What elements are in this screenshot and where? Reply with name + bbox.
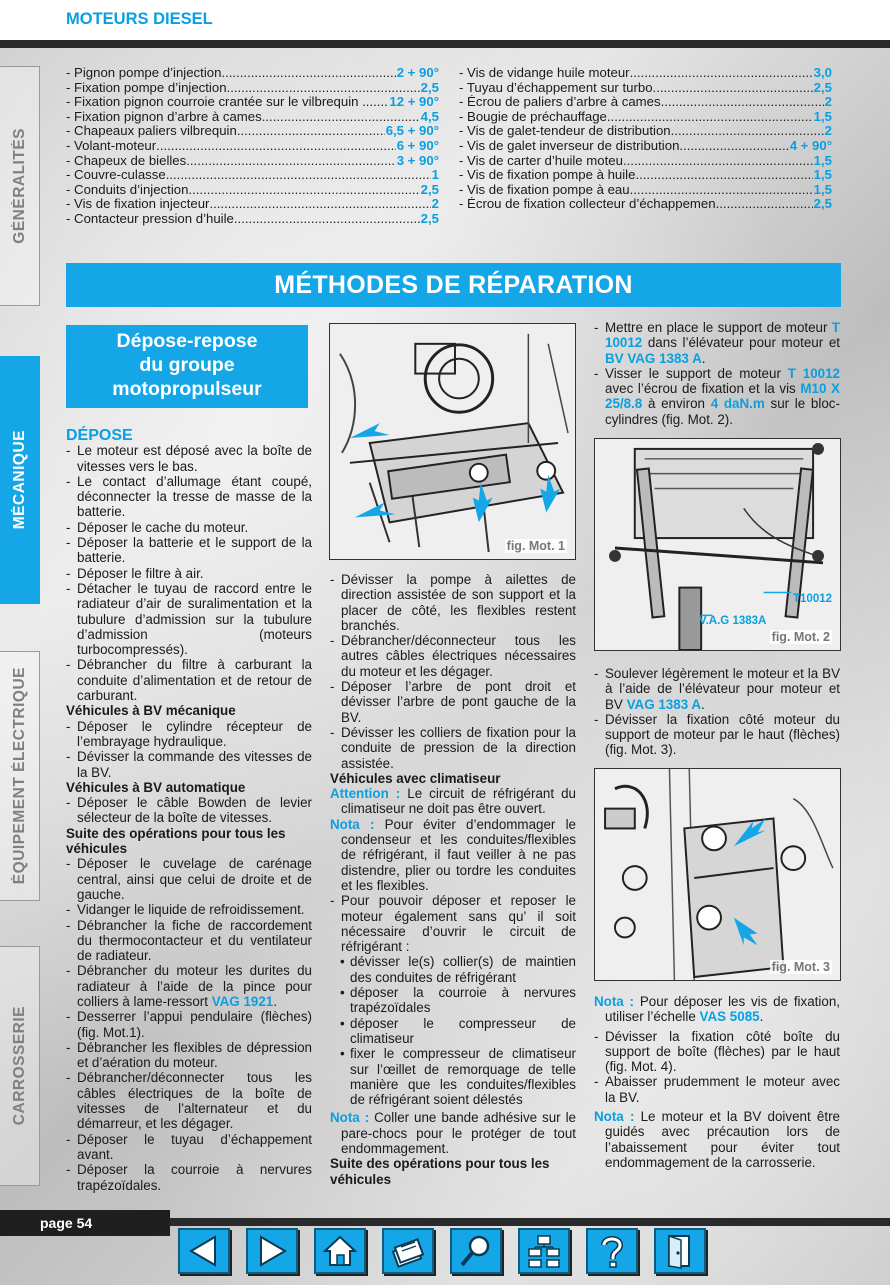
spec-label: - Bougie de préchauffage — [459, 109, 607, 124]
spec-value: 6,5 + 90° — [385, 124, 439, 139]
figure-caption: fig. Mot. 2 — [771, 630, 830, 644]
spec-row — [66, 81, 439, 96]
nav-documents-button[interactable] — [382, 1228, 434, 1274]
spec-value: 2 — [431, 197, 439, 212]
spec-row — [459, 183, 832, 198]
document-stack-icon — [389, 1233, 427, 1269]
help-question-icon — [593, 1233, 631, 1269]
figure-mot-2 — [594, 438, 841, 651]
note-lead: Nota : — [594, 994, 635, 1009]
section-title-line: motopropulseur — [112, 378, 262, 400]
spec-leader-dots — [661, 95, 824, 110]
torque-specs-left — [66, 66, 439, 227]
list-item: - Débrancher/déconnecteur tous les autres câbles électriques nécessaires du moteur et les dégager. — [330, 633, 576, 679]
side-tab-generalites[interactable] — [0, 66, 40, 306]
side-tab-mecanique[interactable] — [0, 356, 40, 604]
spec-leader-dots — [227, 81, 420, 96]
note-lead: Nota : — [330, 816, 375, 832]
list-item: - Déposer le câble Bowden de levier sélecteur de la boîte de vitesses. — [66, 795, 312, 826]
engine-mount-bolts-illustration — [595, 769, 840, 980]
bullet-item: • déposer le compresseur de climatiseur — [330, 1016, 576, 1047]
spec-label: - Conduits d’injection — [66, 182, 189, 197]
spec-row — [459, 81, 832, 96]
tool-reference: VAS 5085 — [699, 1009, 760, 1025]
list-item-text: dans l’élévateur pour moteur et — [647, 335, 840, 351]
list-item: - Déposer le cuvelage de carénage central, ainsi que celui de droite et de gauche. — [66, 856, 312, 902]
list-item: - Déposer la courroie à nervures trapézoïdales. — [66, 1162, 312, 1193]
figure-caption: fig. Mot. 1 — [506, 539, 565, 553]
list-item-text: Débrancher du moteur les durites du radiateur à l’aide de la pince pour colliers à lame-ressort — [77, 963, 312, 1009]
spec-leader-dots — [234, 212, 420, 227]
list-item-text: . — [701, 350, 706, 366]
list-item — [594, 366, 840, 427]
spec-leader-dots — [623, 154, 813, 169]
spec-row — [66, 66, 439, 81]
spec-leader-dots — [373, 95, 388, 110]
subheading: Véhicules à BV mécanique — [66, 703, 236, 719]
spec-label: - Vis de galet-tendeur de distribution — [459, 124, 671, 139]
nav-sitemap-button[interactable] — [518, 1228, 570, 1274]
list-item-text: . — [273, 993, 277, 1009]
side-tab-carrosserie[interactable] — [0, 946, 40, 1186]
spec-value: 12 + 90° — [389, 95, 439, 110]
spec-leader-dots — [630, 66, 813, 81]
nota-note — [330, 1110, 576, 1156]
note-text: Le moteur et la BV doivent être guidés avec précaution lors de l’abaissement pour éviter tout endommagement de la carrosserie. — [605, 1109, 840, 1170]
nav-help-button[interactable] — [586, 1228, 638, 1274]
spec-leader-dots — [607, 110, 813, 125]
list-item: - Dévisser la pompe à ailettes de direction assistée de son support et la placer de côté, les flexibles restent branchés. — [330, 572, 576, 633]
spec-label: - Volant-moteur — [66, 138, 157, 153]
subheading: Suite des opérations pour tous les véhicules — [66, 825, 286, 857]
list-item-text: avec l’écrou de fixation et la vis — [605, 381, 796, 397]
note-text: Pour éviter d’endommager le condenseur et les conduites/flexibles de réfrigérant, il faut veiller à ne pas distendre, plier ou tordre les conduites et les flexibles. — [341, 816, 576, 893]
list-item — [66, 963, 312, 1009]
spec-value: 4 + 90° — [789, 138, 832, 153]
spec-leader-dots — [262, 110, 420, 125]
spec-leader-dots — [716, 197, 813, 212]
attention-note — [330, 786, 576, 817]
side-tab-label: CARROSSERIE — [10, 1006, 28, 1126]
nota-note — [594, 994, 840, 1025]
list-item: - Débrancher du filtre à carburant la conduite d’alimentation et de retour de carburant. — [66, 657, 312, 703]
section-banner: MÉTHODES DE RÉPARATION — [66, 263, 841, 307]
spec-row — [66, 139, 439, 154]
list-item: - Déposer le cache du moteur. — [66, 520, 312, 535]
bullet-item: • déposer la courroie à nervures trapézoïdales — [330, 985, 576, 1016]
spec-leader-dots — [166, 168, 431, 183]
spec-leader-dots — [186, 154, 395, 169]
spec-row — [459, 124, 832, 139]
side-tab-label: ÉQUIPEMENT ÉLECTRIQUE — [10, 667, 28, 885]
spec-leader-dots — [679, 139, 788, 154]
subheading: Suite des opérations pour tous les véhicules — [330, 1156, 550, 1187]
torque-specs-right — [459, 66, 832, 212]
spec-value: 3,0 — [813, 66, 832, 80]
spec-label: - Fixation pignon courroie crantée sur le vilbrequin ... — [66, 95, 374, 110]
spec-value: 1,5 — [813, 109, 832, 124]
spec-leader-dots — [209, 197, 430, 212]
text-column-1 — [66, 428, 312, 1193]
note-lead: Nota : — [330, 1110, 370, 1126]
text-column-3-mid — [594, 666, 840, 758]
tool-reference: T 10012 — [605, 320, 840, 351]
spec-value: 2,5 — [420, 182, 439, 197]
home-icon — [321, 1233, 359, 1269]
list-item: - Le contact d’allumage étant coupé, déconnecter la tresse de masse de la batterie. — [66, 474, 312, 520]
list-item: - Dévisser la commande des vitesses de la BV. — [66, 749, 312, 780]
tool-reference: M10 X 25/8.8 — [605, 381, 840, 412]
spec-value: 2 + 90° — [396, 66, 439, 80]
spec-label: - Chapeaux paliers vilbrequin — [66, 124, 237, 139]
list-item: - Déposer le filtre à air. — [66, 566, 312, 581]
spec-label: - Écrou de fixation collecteur d’échappemen — [459, 197, 716, 212]
nota-note — [594, 1109, 840, 1170]
figure-mot-3 — [594, 768, 841, 981]
nota-note — [330, 817, 576, 893]
nav-search-button[interactable] — [450, 1228, 502, 1274]
spec-value: 2,5 — [420, 211, 439, 226]
section-title-line: Dépose-repose — [116, 330, 258, 352]
note-lead: Attention : — [330, 786, 401, 802]
list-item: - Le moteur est déposé avec la boîte de vitesses vers le bas. — [66, 443, 312, 474]
list-item: - Détacher le tuyau de raccord entre le radiateur d’air de suralimentation et la tubulure d’admission sur la tubulure d’admission (moteurs turbocompressés). — [66, 581, 312, 657]
text-column-3-top — [594, 320, 840, 427]
spec-value: 2 — [824, 95, 832, 110]
nav-exit-button[interactable] — [654, 1228, 706, 1274]
spec-label: - Vis de fixation injecteur — [66, 197, 210, 212]
subheading-depose: DÉPOSE — [66, 427, 133, 444]
spec-value: 1,5 — [813, 182, 832, 197]
tool-reference: BV VAG 1383 A — [605, 350, 702, 366]
bullet-item: • fixer le compresseur de climatiseur sur l’œillet de remorquage de telle manière que les conduites/flexibles de réfrigérant soient délestés — [330, 1046, 576, 1107]
spec-label: - Vis de fixation pompe à eau — [459, 182, 630, 197]
spec-label: - Couvre-culasse — [66, 168, 166, 183]
spec-label: - Pignon pompe d’injection — [66, 66, 222, 80]
bullet-item: • dévisser le(s) collier(s) de maintien des conduites de réfrigérant — [330, 954, 576, 985]
sitemap-icon — [525, 1233, 563, 1269]
list-item: - Débrancher la fiche de raccordement du thermocontacteur et du ventilateur de radiateur. — [66, 918, 312, 964]
spec-label: - Contacteur pression d’huile — [66, 211, 234, 226]
list-item — [594, 666, 840, 712]
spec-label: - Vis de carter d’huile moteu — [459, 153, 623, 168]
spec-value: 2,5 — [420, 80, 439, 95]
figure-callout: T10012 — [793, 593, 833, 605]
spec-leader-dots — [671, 124, 824, 139]
tool-reference: T 10012 — [787, 365, 840, 381]
spec-leader-dots — [653, 81, 813, 96]
spec-row — [66, 110, 439, 125]
list-item — [594, 320, 840, 366]
nav-home-button[interactable] — [314, 1228, 366, 1274]
list-item: - Dévisser les colliers de fixation pour la conduite de pression de la direction assistée. — [330, 725, 576, 771]
note-text: Le circuit de réfrigérant du climatiseur ne doit pas être ouvert. — [341, 786, 576, 817]
engine-mount-illustration — [330, 324, 575, 559]
page-header-title: MOTEURS DIESEL — [66, 10, 213, 28]
list-item-text: Mettre en place le support de moteur — [605, 320, 828, 335]
spec-row — [66, 183, 439, 198]
page-number: page 54 — [0, 1210, 170, 1236]
torque-value: 4 daN.m — [710, 396, 765, 412]
figure-caption: fig. Mot. 3 — [771, 960, 830, 974]
list-item-text: Soulever légèrement le moteur et la BV à l’aide de l’élévateur pour moteur et BV — [605, 666, 840, 712]
spec-row — [459, 168, 832, 183]
spec-leader-dots — [635, 168, 812, 183]
spec-label: - Tuyau d’échappement sur turbo — [459, 80, 653, 95]
spec-row — [66, 154, 439, 169]
note-lead: Nota : — [594, 1109, 635, 1125]
spec-label: - Vis de vidange huile moteur — [459, 66, 630, 80]
spec-value: 1,5 — [813, 153, 832, 168]
tool-reference: VAG 1921 — [211, 993, 274, 1009]
spec-value: 4,5 — [420, 109, 439, 124]
subheading: Véhicules à BV automatique — [66, 779, 246, 795]
spec-value: 1,5 — [813, 168, 832, 183]
list-item-text: Visser le support de moteur — [605, 365, 781, 381]
spec-leader-dots — [156, 139, 396, 154]
text-column-2 — [330, 572, 576, 1187]
list-item-text: sur le bloc-cylindres (fig. Mot. 2). — [605, 396, 840, 427]
side-tab-label: GÉNÉRALITÉS — [10, 128, 28, 244]
list-item: - Déposer le tuyau d’échappement avant. — [66, 1132, 312, 1163]
list-item: - Déposer l’arbre de pont droit et dévisser l’arbre de pont gauche de la BV. — [330, 679, 576, 725]
list-item: - Dévisser la fixation côté moteur du support de moteur par le haut (flèches) (fig. Mot. 3). — [594, 712, 840, 758]
exit-door-icon — [661, 1233, 699, 1269]
figure-mot-1 — [329, 323, 576, 560]
text-column-3-bottom — [594, 994, 840, 1170]
list-item: - Débrancher les flexibles de dépression et d’aération du moteur. — [66, 1040, 312, 1071]
spec-leader-dots — [630, 183, 813, 198]
note-text: Coller une bande adhésive sur le pare-chocs pour le protéger de tout endommagement. — [341, 1110, 577, 1156]
spec-value: 3 + 90° — [396, 153, 439, 168]
spec-row — [66, 95, 439, 110]
spec-row — [66, 168, 439, 183]
list-item: - Déposer le cylindre récepteur de l’embrayage hydraulique. — [66, 719, 312, 750]
spec-row — [66, 197, 439, 212]
spec-leader-dots — [188, 183, 419, 198]
spec-row — [66, 212, 439, 227]
side-tab-label: MÉCANIQUE — [10, 430, 28, 530]
spec-row — [459, 95, 832, 110]
spec-label: - Écrou de paliers d’arbre à cames — [459, 95, 661, 110]
spec-leader-dots — [221, 66, 395, 81]
spec-row — [66, 124, 439, 139]
previous-arrow-icon — [185, 1233, 223, 1269]
section-title-line: du groupe — [139, 354, 235, 376]
list-item: - Déposer la batterie et le support de la batterie. — [66, 535, 312, 566]
nav-previous-button[interactable] — [178, 1228, 230, 1274]
list-item: - Dévisser la fixation côté boîte du support de boîte (flèches) par le haut (fig. Mot. 4). — [594, 1029, 840, 1075]
tool-reference: VAG 1383 A — [626, 696, 702, 712]
list-item: - Abaisser prudemment le moteur avec la BV. — [594, 1074, 840, 1105]
list-item: - Débrancher/déconnecter tous les câbles électriques de la boîte de vitesses de l’alternateur et du démarreur, et les dégager. — [66, 1070, 312, 1131]
next-arrow-icon — [253, 1233, 291, 1269]
spec-row — [459, 139, 832, 154]
spec-label: - Fixation pignon d’arbre à cames — [66, 109, 262, 124]
list-item: - Desserrer l’appui pendulaire (flèches) (fig. Mot.1). — [66, 1009, 312, 1040]
header-divider — [0, 40, 890, 48]
section-title-box — [66, 325, 308, 408]
side-tab-equipement-electrique[interactable] — [0, 651, 40, 901]
spec-label: - Vis de fixation pompe à huile — [459, 168, 636, 183]
spec-row — [459, 154, 832, 169]
list-item: - Pour pouvoir déposer et reposer le moteur également sans qu’ il soit nécessaire d’ouvrir le circuit de réfrigérant : — [330, 893, 576, 954]
spec-value: 2 — [824, 124, 832, 139]
figure-callout: V.A.G 1383A — [699, 615, 767, 627]
spec-value: 1 — [431, 168, 439, 183]
spec-row — [459, 66, 832, 81]
spec-value: 2,5 — [813, 197, 832, 212]
note-text: Pour déposer les vis de fixation, utiliser l’échelle — [605, 994, 840, 1025]
spec-label: - Chapeux de bielles — [66, 153, 187, 168]
search-magnifier-icon — [457, 1233, 495, 1269]
spec-leader-dots — [237, 124, 385, 139]
list-item: - Vidanger le liquide de refroidissement. — [66, 902, 312, 917]
list-item-text: à environ — [647, 396, 706, 412]
spec-label: - Fixation pompe d’injection — [66, 80, 227, 95]
spec-label: - Vis de galet inverseur de distribution — [459, 138, 680, 153]
spec-row — [459, 197, 832, 212]
nav-next-button[interactable] — [246, 1228, 298, 1274]
subheading: Véhicules avec climatiseur — [330, 770, 501, 786]
spec-value: 6 + 90° — [396, 138, 439, 153]
spec-value: 2,5 — [813, 80, 832, 95]
list-item-text: . — [701, 696, 705, 712]
note-text: . — [759, 1009, 764, 1025]
spec-row — [459, 110, 832, 125]
